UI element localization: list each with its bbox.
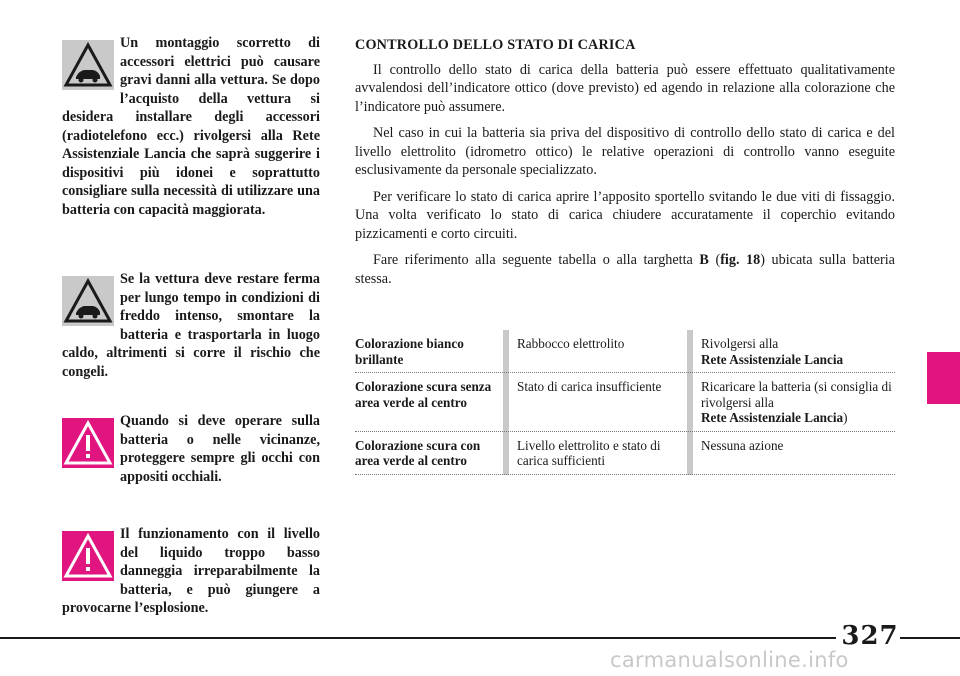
paragraph-text: ) ubicata sulla batteria stessa. <box>355 252 895 287</box>
table-cell-color: Colorazione scura senza area verde al centro <box>355 379 492 410</box>
paragraph: Il controllo dello stato di carica della batteria può essere effettuato qualitativamente avvalendosi dell’indicatore ottico (dove previsto) ed agendo in relazione alla colorazione che l’indicatore può assumere. <box>355 61 895 115</box>
warning-text-4: Il funzionamento con il livello del liquido troppo basso danneggia irreparabilmente la batteria, e può giungere a provocarne l’esplosione. <box>62 526 320 616</box>
section-heading: CONTROLLO DELLO STATO DI CARICA <box>355 37 636 53</box>
warning-box-1 <box>62 34 320 219</box>
warning-box-4 <box>62 525 320 618</box>
paragraph-text: Fare riferimento alla seguente tabella o alla targhetta <box>373 252 700 268</box>
danger-warning-icon <box>62 418 114 468</box>
footer-rule <box>900 637 960 639</box>
warning-box-2 <box>62 270 320 381</box>
table-cell-action <box>693 432 895 475</box>
action-text: Ricaricare la batteria (si consiglia di rivolgersi alla <box>701 379 892 410</box>
footer-rule <box>0 637 836 639</box>
action-text-after: ) <box>843 410 848 425</box>
table-cell-color: Colorazione scura con area verde al centro <box>355 437 481 468</box>
action-text: Rivolgersi alla <box>701 336 779 351</box>
table-row <box>355 432 895 475</box>
table-cell-action <box>693 373 895 432</box>
label-reference: B <box>699 252 709 268</box>
figure-reference: fig. 18 <box>720 252 761 268</box>
paragraph: Nel caso in cui la batteria sia priva del dispositivo di controllo dello stato di carica e del livello elettrolito (idrometro ottico) le relative operazioni di controllo vanno eseguite esclusivamente da personale specializzato. <box>355 125 895 178</box>
danger-warning-icon <box>62 531 114 581</box>
page-number: 327 <box>841 621 899 651</box>
charge-status-table <box>355 330 895 475</box>
table-cell-meaning: Livello elettrolito e stato di carica sufficienti <box>517 437 661 468</box>
warning-text-2: Se la vettura deve restare ferma per lungo tempo in condizioni di freddo intenso, smontare la batteria e trasportarla in luogo caldo, altrimenti si corre il rischio che congeli. <box>62 271 320 380</box>
paragraph: Per verificare lo stato di carica aprire l’apposito sportello svitando le due viti di fissaggio. Una volta verificato lo stato di carica chiudere accuratamente il coperchio evitando pizzicamenti e corto circuiti. <box>355 188 895 242</box>
warning-box-3 <box>62 412 320 486</box>
section-tab-marker <box>927 352 960 404</box>
action-text-bold: Rete Assistenziale Lancia <box>701 351 844 367</box>
table-row <box>355 373 895 432</box>
table-cell-action <box>693 330 895 373</box>
car-warning-icon <box>62 40 114 90</box>
row-separator <box>355 474 895 475</box>
action-text-bold: Rete Assistenziale Lancia <box>701 410 844 425</box>
warning-text-3: Quando si deve operare sulla batteria o nelle vicinanze, proteggere sempre gli occhi con appositi occhiali. <box>120 413 320 485</box>
watermark: carmanualsonline.info <box>610 648 849 672</box>
paragraph-text: ( <box>708 252 721 268</box>
paragraph-reference <box>355 251 895 288</box>
table-cell-meaning: Rabbocco elettrolito <box>517 336 625 351</box>
section-body <box>355 36 895 296</box>
table-cell-color: Colorazione bianco brillante <box>355 336 464 367</box>
table-cell-meaning: Stato di carica insufficiente <box>517 379 662 394</box>
table-row <box>355 330 895 373</box>
car-warning-icon <box>62 276 114 326</box>
warning-text-1: Un montaggio scorretto di accessori elettrici può causare gravi danni alla vettura. Se dopo l’acquisto della vettura si desidera installare degli accessori (radiotelefono ecc.) rivolgersi alla Rete Assistenziale Lancia che saprà suggerire i dispositivi più idonei e soprattutto consigliare sulla necessità di utilizzare una batteria con capacità maggiorata. <box>62 35 320 218</box>
action-text: Nessuna azione <box>701 437 784 453</box>
